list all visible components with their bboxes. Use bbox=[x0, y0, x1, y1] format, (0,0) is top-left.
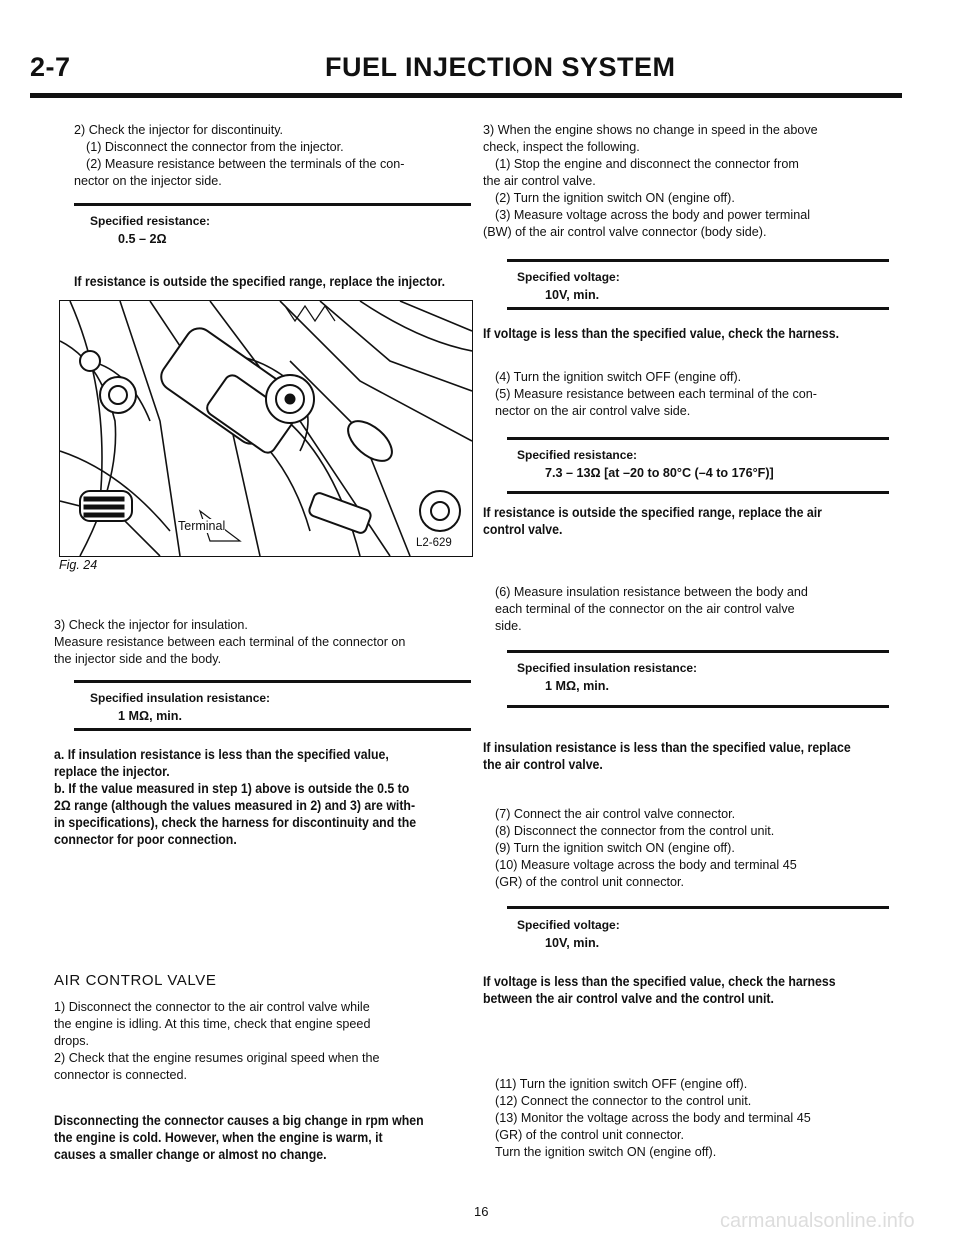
warning-text: replace the injector. bbox=[54, 764, 170, 779]
left-step-3 bbox=[54, 617, 474, 668]
warning-text: Disconnecting the connector causes a big change in rpm when bbox=[54, 1113, 424, 1128]
spec-resistance-acv bbox=[517, 446, 774, 482]
warning-text: the air control valve. bbox=[483, 757, 603, 772]
step-text: (2) Turn the ignition switch ON (engine off). bbox=[495, 191, 735, 205]
warning-text: If voltage is less than the specified value, check the harness bbox=[483, 974, 836, 989]
warning-text: connector for poor connection. bbox=[54, 832, 237, 847]
warning-text: between the air control valve and the control unit. bbox=[483, 991, 774, 1006]
step-text: (8) Disconnect the connector from the control unit. bbox=[495, 824, 775, 838]
terminal-label: Terminal bbox=[178, 519, 226, 533]
step-text: nector on the injector side. bbox=[74, 174, 222, 188]
spec-value: 0.5 – 2Ω bbox=[118, 232, 167, 246]
warning-harness-cu bbox=[483, 973, 888, 1007]
step-text: (5) Measure resistance between each terminal of the con- bbox=[495, 387, 818, 401]
spec-insulation bbox=[90, 689, 270, 725]
warning-insulation bbox=[54, 746, 474, 848]
right-steps-11-13 bbox=[483, 1076, 903, 1161]
figure-code: L2-629 bbox=[416, 537, 452, 549]
spec-rule bbox=[507, 437, 889, 440]
header-rule bbox=[30, 93, 902, 98]
right-step-6 bbox=[483, 584, 903, 635]
spec-value: 10V, min. bbox=[545, 936, 600, 950]
spec-insulation-acv bbox=[517, 659, 697, 695]
step-text: (6) Measure insulation resistance between the body and bbox=[495, 585, 808, 599]
spec-voltage bbox=[517, 268, 620, 304]
step-text: (3) Measure voltage across the body and power terminal bbox=[495, 208, 811, 222]
step-text: the air control valve. bbox=[483, 174, 596, 188]
section-number: 2-7 bbox=[30, 52, 71, 82]
step-text: (GR) of the control unit connector. bbox=[495, 1128, 684, 1142]
spec-rule bbox=[74, 680, 471, 683]
spec-rule bbox=[507, 705, 889, 708]
warning-replace-injector bbox=[74, 273, 470, 290]
spec-value: 7.3 – 13Ω [at –20 to 80°C (–4 to 176°F)] bbox=[545, 466, 774, 480]
step-text: (11) Turn the ignition switch OFF (engine off). bbox=[495, 1077, 748, 1091]
warning-text: If resistance is outside the specified range, replace the injector. bbox=[74, 274, 446, 289]
page-title: FUEL INJECTION SYSTEM bbox=[325, 52, 676, 82]
step-text: 3) When the engine shows no change in speed in the above bbox=[483, 123, 818, 137]
step-text: (GR) of the control unit connector. bbox=[495, 875, 684, 889]
step-text: Turn the ignition switch ON (engine off). bbox=[495, 1145, 717, 1159]
warning-text: 2Ω range (although the values measured in 2) and 3) are with- bbox=[54, 798, 416, 813]
watermark: carmanualsonline.info bbox=[720, 1210, 915, 1232]
warning-insulation-acv bbox=[483, 739, 888, 773]
right-steps-7-10 bbox=[483, 806, 903, 891]
step-text: drops. bbox=[54, 1034, 90, 1048]
spec-label: Specified insulation resistance: bbox=[90, 691, 271, 705]
spec-voltage-cu bbox=[517, 916, 620, 952]
spec-rule bbox=[74, 728, 471, 731]
left-step-2 bbox=[74, 122, 474, 190]
step-text: check, inspect the following. bbox=[483, 140, 640, 154]
step-text: 2) Check that the engine resumes original speed when the bbox=[54, 1051, 380, 1065]
spec-rule bbox=[507, 491, 889, 494]
warning-text: the engine is cold. However, when the engine is warm, it bbox=[54, 1130, 383, 1145]
spec-rule bbox=[507, 650, 889, 653]
warning-replace-acv bbox=[483, 504, 888, 538]
step-text: (1) Stop the engine and disconnect the connector from bbox=[495, 157, 799, 171]
figure-injector-photo bbox=[59, 300, 473, 557]
step-text: nector on the air control valve side. bbox=[495, 404, 691, 418]
step-text: (4) Turn the ignition switch OFF (engine off). bbox=[495, 370, 742, 384]
step-text: the engine is idling. At this time, check that engine speed bbox=[54, 1017, 371, 1031]
spec-rule bbox=[507, 307, 889, 310]
step-text: each terminal of the connector on the air control valve bbox=[495, 602, 795, 616]
injector-illustration bbox=[60, 301, 472, 556]
step-text: 3) Check the injector for insulation. bbox=[54, 618, 248, 632]
step-text: 2) Check the injector for discontinuity. bbox=[74, 123, 284, 137]
step-text: (9) Turn the ignition switch ON (engine off). bbox=[495, 841, 735, 855]
spec-rule bbox=[507, 259, 889, 262]
step-text: Measure resistance between each terminal of the connector on bbox=[54, 635, 406, 649]
warning-text: causes a smaller change or almost no change. bbox=[54, 1147, 327, 1162]
step-text: (2) Measure resistance between the terminals of the con- bbox=[86, 157, 405, 171]
step-text: (1) Disconnect the connector from the injector. bbox=[86, 140, 344, 154]
spec-rule bbox=[507, 906, 889, 909]
step-text: connector is connected. bbox=[54, 1068, 188, 1082]
spec-label: Specified resistance: bbox=[90, 214, 211, 228]
step-text: (13) Monitor the voltage across the body and terminal 45 bbox=[495, 1111, 811, 1125]
warning-text: control valve. bbox=[483, 522, 563, 537]
spec-resistance bbox=[90, 212, 210, 248]
warning-check-harness bbox=[483, 325, 888, 342]
section-heading-air-control-valve: AIR CONTROL VALVE bbox=[54, 972, 217, 989]
spec-value: 10V, min. bbox=[545, 288, 600, 302]
figure-caption: Fig. 24 bbox=[59, 558, 98, 572]
spec-label: Specified resistance: bbox=[517, 448, 638, 462]
warning-text: If resistance is outside the specified range, replace the air bbox=[483, 505, 822, 520]
warning-text: b. If the value measured in step 1) above is outside the 0.5 to bbox=[54, 781, 410, 796]
warning-text: a. If insulation resistance is less than the specified value, bbox=[54, 747, 389, 762]
step-text: (BW) of the air control valve connector (body side). bbox=[483, 225, 767, 239]
warning-text: If voltage is less than the specified value, check the harness. bbox=[483, 326, 840, 341]
air-control-valve-steps bbox=[54, 999, 474, 1084]
step-text: 1) Disconnect the connector to the air control valve while bbox=[54, 1000, 370, 1014]
step-text: (12) Connect the connector to the control unit. bbox=[495, 1094, 752, 1108]
right-step-3 bbox=[483, 122, 903, 241]
step-text: (10) Measure voltage across the body and terminal 45 bbox=[495, 858, 797, 872]
warning-rpm-change bbox=[54, 1112, 474, 1163]
step-text: side. bbox=[495, 619, 522, 633]
step-text: (7) Connect the air control valve connector. bbox=[495, 807, 736, 821]
warning-text: If insulation resistance is less than the specified value, replace bbox=[483, 740, 851, 755]
warning-text: in specifications), check the harness for discontinuity and the bbox=[54, 815, 417, 830]
spec-value: 1 MΩ, min. bbox=[118, 709, 182, 723]
spec-label: Specified insulation resistance: bbox=[517, 661, 698, 675]
spec-label: Specified voltage: bbox=[517, 270, 620, 284]
spec-label: Specified voltage: bbox=[517, 918, 620, 932]
spec-value: 1 MΩ, min. bbox=[545, 679, 609, 693]
spec-rule bbox=[74, 203, 471, 206]
page-number: 16 bbox=[474, 1204, 489, 1219]
step-text: the injector side and the body. bbox=[54, 652, 222, 666]
right-steps-4-5 bbox=[483, 369, 903, 420]
